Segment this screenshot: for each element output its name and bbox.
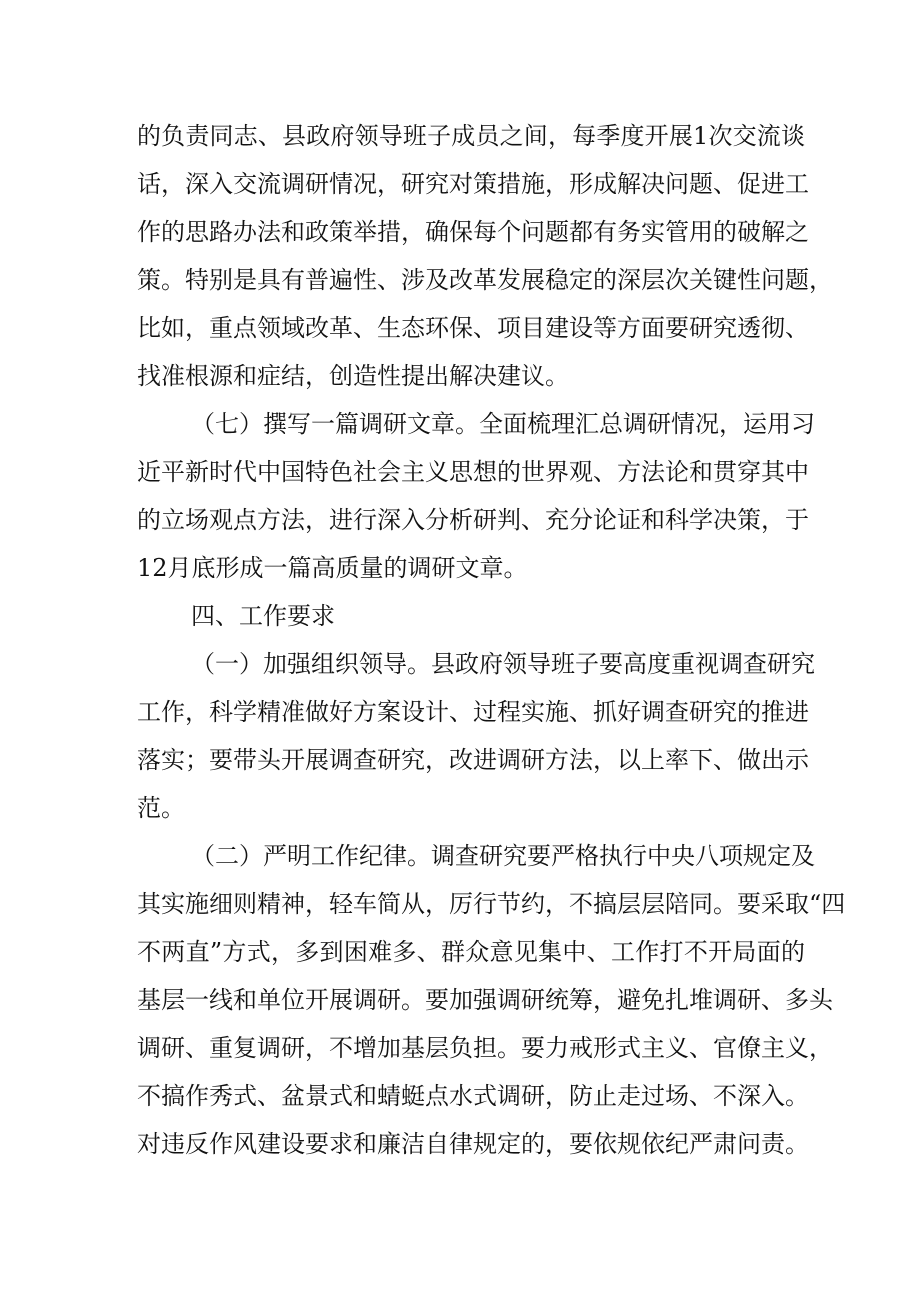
text-line: 话，深入交流调研情况，研究对策措施，形成解决问题、促进工 bbox=[137, 170, 809, 198]
text-line: 落实；要带头开展调查研究，改进调研方法，以上率下、做出示 bbox=[137, 746, 809, 774]
text-line: 对违反作风建设要求和廉洁自律规定的，要依规依纪严肃问责。 bbox=[137, 1130, 809, 1158]
text-line: 策。特别是具有普遍性、涉及改革发展稳定的深层次关键性问题， bbox=[137, 266, 833, 294]
text-line: 找准根源和症结，创造性提出解决建议。 bbox=[137, 362, 569, 390]
text-line: （一）加强组织领导。县政府领导班子要高度重视调查研究 bbox=[191, 650, 815, 678]
text-line: 工作，科学精准做好方案设计、过程实施、抓好调查研究的推进 bbox=[137, 698, 809, 726]
text-line: 的立场观点方法，进行深入分析研判、充分论证和科学决策，于 bbox=[137, 506, 809, 534]
paragraph-write-article bbox=[137, 400, 815, 592]
text-line: 其实施细则精神，轻车简从，厉行节约，不搞层层陪同。要采取“四 bbox=[137, 890, 846, 918]
text-line: 不搞作秀式、盆景式和蜻蜓点水式调研，防止走过场、不深入。 bbox=[137, 1082, 809, 1110]
text-line: （七）撰写一篇调研文章。全面梳理汇总调研情况，运用习 bbox=[191, 410, 815, 438]
text-line: 比如，重点领域改革、生态环保、项目建设等方面要研究透彻、 bbox=[137, 314, 809, 342]
text-line: 基层一线和单位开展调研。要加强调研统筹，避免扎堆调研、多头 bbox=[137, 986, 833, 1014]
paragraph-continued bbox=[137, 112, 833, 400]
document-body bbox=[137, 112, 846, 1168]
paragraph-leadership bbox=[137, 640, 815, 832]
text-line: 调研、重复调研，不增加基层负担。要力戒形式主义、官僚主义， bbox=[137, 1034, 833, 1062]
section-heading: 四、工作要求 bbox=[191, 602, 335, 630]
text-line: 范。 bbox=[137, 794, 185, 822]
paragraph-discipline bbox=[137, 832, 846, 1168]
text-line: 的负责同志、县政府领导班子成员之间，每季度开展1次交流谈 bbox=[137, 122, 805, 150]
text-line: （二）严明工作纪律。调查研究要严格执行中央八项规定及 bbox=[191, 842, 815, 870]
text-line: 近平新时代中国特色社会主义思想的世界观、方法论和贯穿其中 bbox=[137, 458, 809, 486]
text-line: 不两直”方式，多到困难多、群众意见集中、工作打不开局面的 bbox=[137, 938, 805, 966]
text-line: 作的思路办法和政策举措，确保每个问题都有务实管用的破解之 bbox=[137, 218, 809, 246]
text-line: 12月底形成一篇高质量的调研文章。 bbox=[137, 554, 528, 582]
